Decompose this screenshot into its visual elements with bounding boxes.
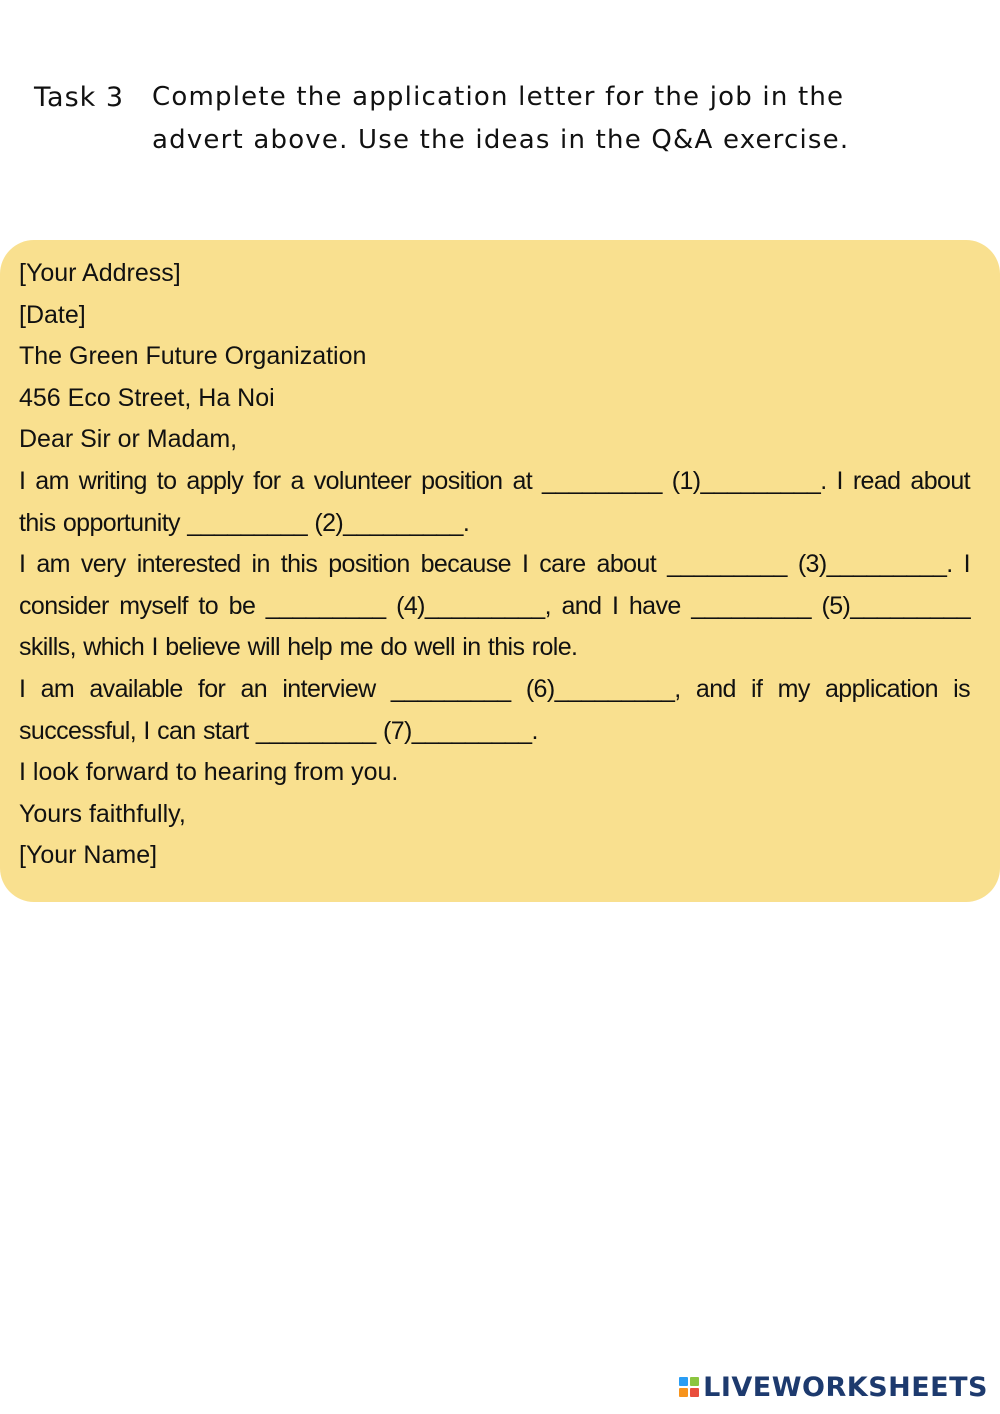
liveworksheets-wordmark: LIVEWORKSHEETS [703, 1371, 988, 1403]
logo-square-4 [690, 1388, 699, 1397]
task-header [34, 76, 934, 162]
letter-recipient-street: 456 Eco Street, Ha Noi [19, 383, 275, 412]
letter-recipient-org: The Green Future Organization [19, 342, 367, 371]
letter-salutation: Dear Sir or Madam, [19, 425, 238, 454]
letter-box [0, 240, 1000, 902]
letter-address: [Your Address] [19, 259, 181, 287]
letter-paragraph-1: I am writing to apply for a volunteer position at _________ (1)_________. I read about this opportunity _________ (2)_________. [19, 466, 970, 537]
logo-square-2 [690, 1377, 699, 1386]
liveworksheets-brand [679, 1372, 988, 1402]
task-instruction: Complete the application letter for the job in the advert above. Use the ideas in the Q&A exercise. [152, 82, 850, 155]
letter-sign-off: Yours faithfully, [19, 799, 186, 828]
letter-paragraph-3: I am available for an interview _________ (6)_________, and if my application is successful, I can start _________ (7)_________. [19, 674, 970, 745]
logo-square-1 [679, 1377, 688, 1386]
liveworksheets-logo-icon [679, 1377, 699, 1397]
letter-name: [Your Name] [19, 841, 158, 870]
letter-closing-line: I look forward to hearing from you. [19, 758, 399, 787]
logo-square-3 [679, 1388, 688, 1397]
letter-paragraph-2: I am very interested in this position because I care about _________ (3)_________. I consider myself to be _________ (4)_________, and I have _________ (5)_________ skills, which I believe will help me do well in this role. [19, 550, 970, 662]
letter-date: [Date] [19, 300, 86, 329]
task-label: Task 3 [34, 82, 125, 113]
